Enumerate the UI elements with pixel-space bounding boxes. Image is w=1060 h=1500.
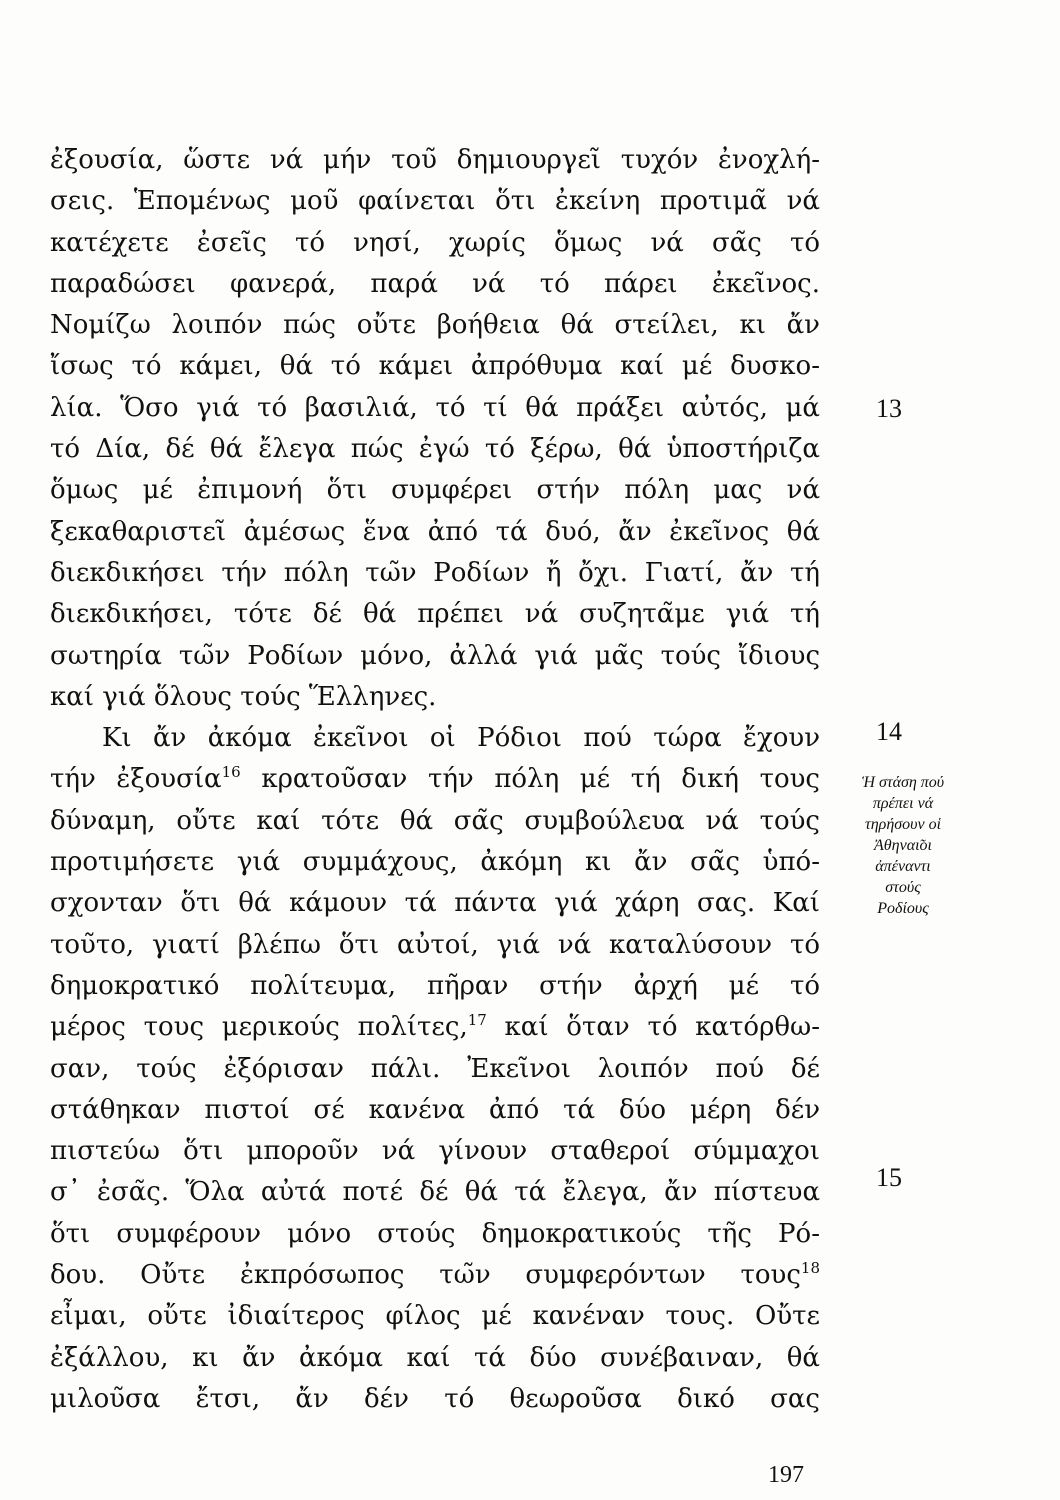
main-text: [50, 140, 820, 1420]
text-line: τό Δία, δέ θά ἔλεγα πώς ἐγώ τό ξέρω, θά ὑποστήριζα: [50, 434, 820, 465]
text-line: σαν, τούς ἐξόρισαν πάλι. Ἐκει̃νοι λοιπόν πού δέ: [50, 1053, 820, 1084]
text-line: λία. Ὅσο γιά τό βασιλιά, τό τί θά πράξει αὐτός, μά: [50, 392, 820, 423]
section-number-15: 15: [876, 1163, 902, 1192]
margin-note-line: ἀπέναντι: [875, 858, 931, 875]
margin-note-line: Ἡ στάση πού: [861, 774, 945, 791]
text-line: [50, 759, 820, 800]
margin-note: [838, 772, 968, 919]
text-fragment: τήν ἐξουσία: [50, 764, 222, 795]
text-line: στάθηκαν πιστοί σέ κανένα ἀπό τά δύο μέρη δέν: [50, 1094, 820, 1125]
text-line: πιστεύω ὅτι μπορου̃ν νά γίνουν σταθεροί σύμμαχοι: [50, 1136, 820, 1167]
section-number-13: 13: [876, 394, 902, 423]
text-line: ξεκαθαριστει̃ ἀμέσως ἕνα ἀπό τά δυό, ἄν ἐκει̃νος θά: [50, 516, 820, 547]
text-line: ὅτι συμφέρουν μόνο στούς δημοκρατικούς τη̃ς Ρό-: [50, 1218, 820, 1249]
text-fragment: κρατου̃σαν τήν πόλη μέ τή δική τους: [240, 764, 820, 795]
text-line: μιλου̃σα ἔτσι, ἄν δέν τό θεωρου̃σα δικό σας: [50, 1383, 820, 1414]
text-line: ἐξάλλου, κι ἄν ἀκόμα καί τά δύο συνέβαιναν, θά: [50, 1342, 820, 1373]
text-line: του̃το, γιατί βλέπω ὅτι αὐτοί, γιά νά καταλύσουν τό: [50, 929, 820, 960]
text-line: σ᾿ ἐσα̃ς. Ὅλα αὐτά ποτέ δέ θά τά ἔλεγα, ἄν πίστευα: [50, 1177, 820, 1208]
text-line: δημοκρατικό πολίτευμα, πη̃ραν στήν ἀρχή μέ τό: [50, 970, 820, 1001]
text-fragment: μέρος τους μερικούς πολίτες,: [50, 1012, 468, 1043]
page-number: 197: [768, 1462, 804, 1488]
text-line: διεκδικήσει τήν πόλη τω̃ν Ροδίων ἤ ὄχι. Γιατί, ἄν τή: [50, 557, 820, 588]
text-line: [50, 1007, 820, 1048]
text-line: κατέχετε ἐσει̃ς τό νησί, χωρίς ὅμως νά σα̃ς τό: [50, 227, 820, 258]
text-line: εἶμαι, οὔτε ἰδιαίτερος φίλος μέ κανέναν τους. Οὔτε: [50, 1301, 820, 1332]
margin-note-line: πρέπει νά: [872, 795, 934, 812]
text-line: σωτηρία τω̃ν Ροδίων μόνο, ἀλλά γιά μα̃ς τούς ἴδιους: [50, 640, 820, 671]
text-line: δύναμη, οὔτε καί τότε θά σα̃ς συμβούλευα νά τούς: [50, 805, 820, 836]
text-line: ἴσως τό κάμει, θά τό κάμει ἀπρόθυμα καί μέ δυσκο-: [50, 351, 820, 382]
text-line: σχονταν ὅτι θά κάμουν τά πάντα γιά χάρη σας. Καί: [50, 888, 820, 919]
footnote-marker: 16: [221, 763, 241, 782]
margin-note-line: Ροδίους: [877, 900, 929, 917]
text-line: Νομίζω λοιπόν πώς οὔτε βοήθεια θά στείλει, κι ἄν: [50, 310, 820, 341]
text-line: σεις. Ἑπομένως μου̃ φαίνεται ὅτι ἐκείνη προτιμα̃ νά: [50, 186, 820, 217]
text-line: καί γιά ὅλους τούς Ἕλληνες.: [50, 681, 437, 712]
text-line: [50, 1255, 820, 1296]
text-line: παραδώσει φανερά, παρά νά τό πάρει ἐκει̃νος.: [50, 268, 820, 299]
text-line: ἐξουσία, ὥστε νά μήν του̃ δημιουργει̃ τυχόν ἐνοχλή-: [50, 145, 820, 175]
text-line: προτιμήσετε γιά συμμάχους, ἀκόμη κι ἄν σα̃ς ὑπό-: [50, 847, 820, 878]
text-line: ὅμως μέ ἐπιμονή ὅτι συμφέρει στήν πόλη μας νά: [50, 475, 820, 506]
text-fragment: δου. Οὔτε ἐκπρόσωπος τω̃ν συμφερόντων τους: [50, 1260, 801, 1291]
text-fragment: καί ὅταν τό κατόρθω-: [486, 1012, 820, 1043]
text-line: διεκδικήσει, τότε δέ θά πρέπει νά συζητα̃με γιά τή: [50, 599, 820, 630]
margin-note-line: Ἀθηναι̃οι: [874, 837, 932, 854]
footnote-marker: 17: [467, 1011, 487, 1030]
section-number-14: 14: [876, 717, 902, 746]
margin-note-line: τηρήσουν οἱ: [864, 816, 942, 833]
margin-note-line: στούς: [885, 879, 921, 896]
text-line: Κι ἄν ἀκόμα ἐκει̃νοι οἱ Ρόδιοι πού τώρα ἔχουν: [102, 723, 820, 754]
footnote-marker: 18: [800, 1259, 820, 1278]
